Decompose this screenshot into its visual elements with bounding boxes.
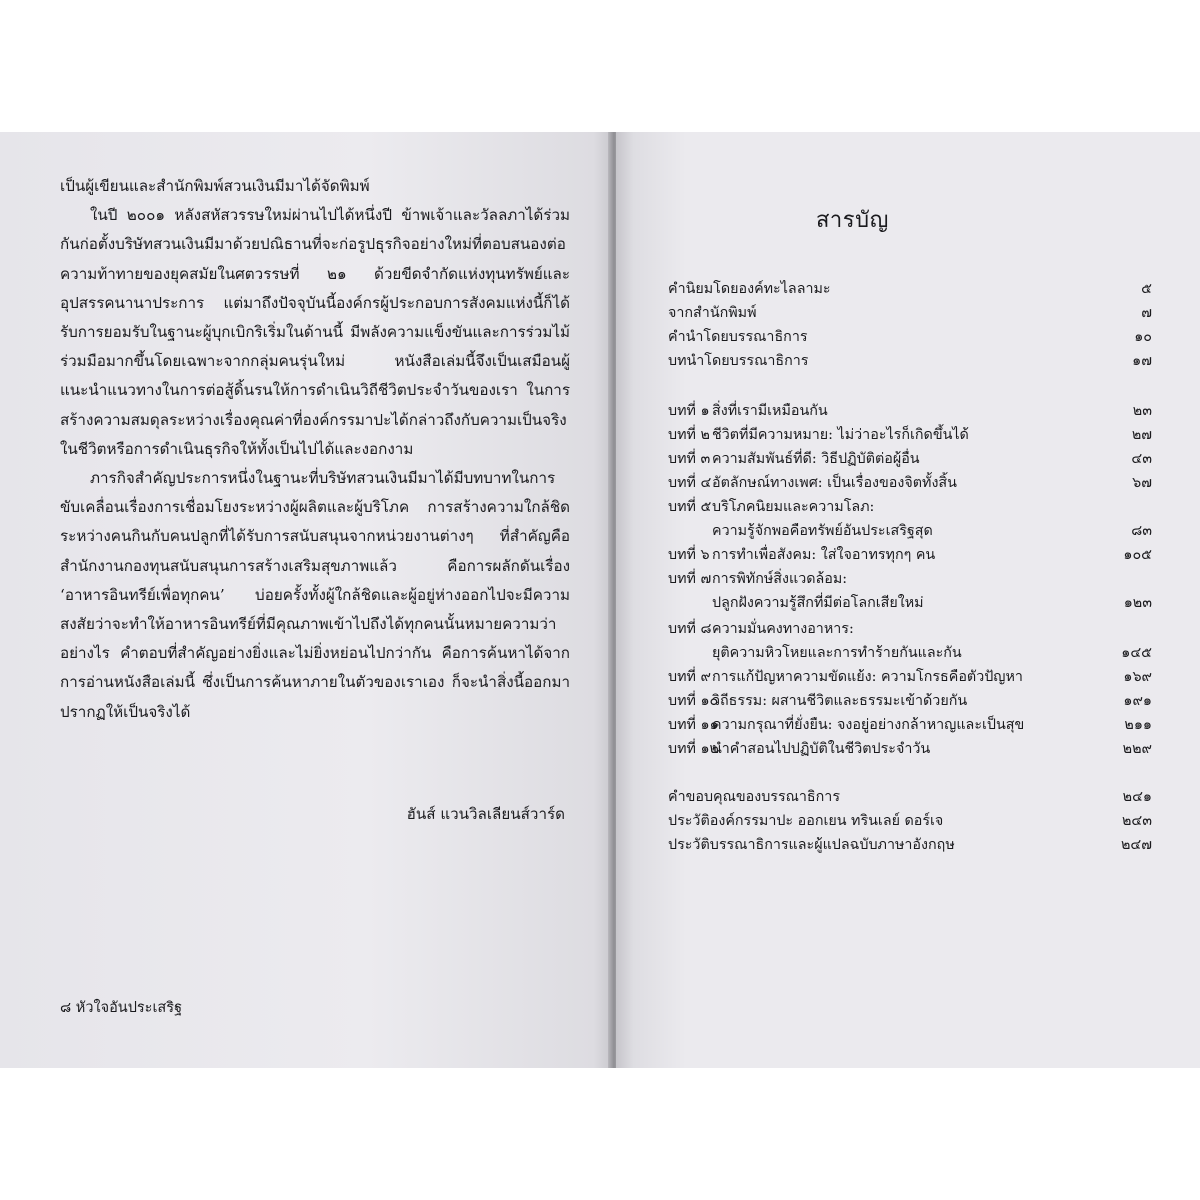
toc-entry-title: คำขอบคุณของบรรณาธิการ [668,789,841,805]
toc-entry-title: จากสำนักพิมพ์ [668,305,757,321]
toc-chapter-label: บทที่ ๒ [668,427,710,443]
toc-entry-title: ความรู้จักพอคือทรัพย์อันประเสริฐสุด [712,523,933,539]
toc-page-number: ๒๓ [1132,403,1152,419]
toc-chapter-label: บทที่ ๖ [668,547,710,563]
left-page [0,132,612,1068]
toc-page-number: ๑๒๓ [1123,595,1152,611]
toc-entry-title: คำนำโดยบรรณาธิการ [668,329,808,345]
toc-chapter-label: บทที่ ๗ [668,571,712,587]
toc-chapter-label: บทที่ ๓ [668,451,711,467]
toc-entry-title: ความมั่นคงทางอาหาร: [712,621,854,637]
toc-page-number: ๑๐ [1134,329,1152,345]
toc-page-number: ๒๔๑ [1122,789,1152,805]
toc-chapter-label: บทที่ ๕ [668,499,712,515]
toc-page-number: ๑๐๕ [1123,547,1152,563]
toc-entry [668,618,1152,640]
toc-chapter-label: บทที่ ๑๑ [668,717,719,733]
toc-entry [668,666,1152,688]
toc-entry [668,714,1152,736]
toc-entry-title: ชีวิตที่มีความหมาย: ไม่ว่าอะไรก็เกิดขึ้นได้ [712,427,969,443]
toc-entry [668,544,1152,566]
paragraph: ในปี ๒๐๐๑ หลังสหัสวรรษใหม่ผ่านไปได้หนึ่งปี ข้าพเจ้าและวัลลภาได้ร่วมกันก่อตั้งบริษัทสวนเงินมีมาด้วยปณิธานที่จะก่อรูปธุรกิจอย่างใหม่ที่ตอบสนองต่อความท้าทายของยุคสมัยในศตวรรษที่ ๒๑ ด้วยขีดจำกัดแห่งทุนทรัพย์และอุปสรรคนานาประการ แต่มาถึงปัจจุบันนี้องค์กรผู้ประกอบการสังคมแห่งนี้ก็ได้รับการยอมรับในฐานะผู้บุกเบิกริเริ่มในด้านนี้ มีพลังความแข็งขันและการร่วมไม้ร่วมมือมากขึ้นโดยเฉพาะจากกลุ่มคนรุ่นใหม่ หนังสือเล่มนี้จึงเป็นเสมือนผู้แนะนำแนวทางในการต่อสู้ดิ้นรนให้การดำเนินวิถีชีวิตประจำวันของเรา ในการสร้างความสมดุลระหว่างเรื่องคุณค่าที่องค์กรรมาปะได้กล่าวถึงกับความเป็นจริงในชีวิตหรือการดำเนินธุรกิจให้ทั้งเป็นไปได้และงอกงาม [60,206,570,458]
toc-entry [668,424,1152,446]
toc-entry-title: อัตลักษณ์ทางเพศ: เป็นเรื่องของจิตทั้งสิ้น [712,475,957,491]
toc-page-number: ๑๗ [1132,353,1152,369]
toc-page-number: ๑๔๕ [1121,645,1152,661]
toc-entry [668,520,1152,542]
toc-entry [668,278,1152,300]
paragraph: เป็นผู้เขียนและสำนักพิมพ์สวนเงินมีมาได้จัดพิมพ์ [60,177,370,195]
body-text [60,172,570,727]
signature: ฮันส์ แวนวิลเลียนส์วาร์ด [406,805,565,823]
toc-entry [668,786,1152,808]
toc-entry-title: นำคำสอนไปปฏิบัติในชีวิตประจำวัน [712,741,931,757]
paragraph: ภารกิจสำคัญประการหนึ่งในฐานะที่บริษัทสวนเงินมีมาได้มีบทบาทในการขับเคลื่อนเรื่องการเชื่อมโยงระหว่างผู้ผลิตและผู้บริโภค การสร้างความใกล้ชิดระหว่างคนกินกับคนปลูกที่ได้รับการสนับสนุนจากหน่วยงานต่างๆ ที่สำคัญคือสำนักงานกองทุนสนับสนุนการสร้างเสริมสุขภาพแล้ว คือการผลักดันเรื่อง ‘อาหารอินทรีย์เพื่อทุกคน’ บ่อยครั้งทั้งผู้ใกล้ชิดและผู้อยู่ห่างออกไปจะมีความสงสัยว่าจะทำให้อาหารอินทรีย์ที่มีคุณภาพเข้าไปถึงได้ทุกคนนั้นหมายความว่าอย่างไร คำตอบที่สำคัญอย่างยิ่งและไม่ยิ่งหย่อนไปกว่ากัน คือการค้นหาได้จากการอ่านหนังสือเล่มนี้ ซึ่งเป็นการค้นหาภายในตัวของเราเอง ก็จะนำสิ่งนี้ออกมาปรากฏให้เป็นจริงได้ [60,469,570,721]
toc-entry [668,496,1152,518]
toc-entry [668,472,1152,494]
toc-chapter-label: บทที่ ๔ [668,475,712,491]
toc-page-number: ๒๔๗ [1121,837,1152,853]
right-page [616,132,1200,1068]
toc-entry [668,690,1152,712]
toc-entry-title: ประวัติบรรณาธิการและผู้แปลฉบับภาษาอังกฤษ [668,837,955,853]
toc-chapter-label: บทที่ ๘ [668,621,712,637]
toc-entry [668,326,1152,348]
toc-entry-title: บริโภคนิยมและความโลภ: [712,499,875,515]
toc-page-number: ๔๓ [1131,451,1152,467]
toc-entry-title: ความสัมพันธ์ที่ดี: วิธีปฏิบัติต่อผู้อื่น [712,451,920,467]
book-spread [0,132,1200,1068]
toc-entry-title: การพิทักษ์สิ่งแวดล้อม: [712,571,848,587]
toc-entry-title: ยุติความหิวโหยและการทำร้ายกันและกัน [712,645,962,661]
toc-entry-title: บทนำโดยบรรณาธิการ [668,353,809,369]
toc-entry [668,834,1152,856]
toc-entry [668,400,1152,422]
toc-page-number: ๖๗ [1132,475,1152,491]
toc-entry [668,738,1152,760]
toc-page-number: ๒๒๙ [1122,741,1152,757]
toc-entry-title: ความกรุณาที่ยั่งยืน: จงอยู่อย่างกล้าหาญและเป็นสุข [712,717,1025,733]
toc-page-number: ๒๑๑ [1124,717,1152,733]
toc-entry [668,568,1152,590]
toc-entry-title: ประวัติองค์กรรมาปะ ออกเยน ทรินเลย์ ดอร์เจ [668,813,944,829]
toc-entry-title: สิ่งที่เรามีเหมือนกัน [712,403,828,419]
toc-page-number: ๒๗ [1131,427,1152,443]
toc-entry-title: การแก้ปัญหาความขัดแย้ง: ความโกรธคือตัวปัญหา [712,669,1023,685]
toc-chapter-label: บทที่ ๑๒ [668,741,719,757]
toc-entry-title: คำนิยมโดยองค์ทะไลลามะ [668,281,831,297]
toc-title: สารบัญ [816,208,889,233]
page-footer: ๘ หัวใจอันประเสริฐ [60,1000,183,1016]
toc-entry-title: ปลูกฝังความรู้สึกที่มีต่อโลกเสียใหม่ [712,595,924,611]
toc-page-number: ๑๙๑ [1123,693,1152,709]
toc-entry [668,810,1152,832]
toc-entry [668,642,1152,664]
toc-page-number: ๕ [1141,281,1152,297]
toc-page-number: ๑๖๙ [1123,669,1152,685]
toc-chapter-label: บทที่ ๙ [668,669,711,685]
toc-entry [668,302,1152,324]
toc-page-number: ๗ [1141,305,1152,321]
toc-entry [668,448,1152,470]
toc-entry [668,350,1152,372]
toc-chapter-label: บทที่ ๑๐ [668,693,719,709]
toc-entry-title: การทำเพื่อสังคม: ใส่ใจอาทรทุกๆ คน [712,547,936,563]
toc-chapter-label: บทที่ ๑ [668,403,710,419]
toc-entry [668,592,1152,614]
toc-page-number: ๘๓ [1131,523,1152,539]
toc-page-number: ๒๔๓ [1121,813,1152,829]
toc-entry-title: วิถีธรรม: ผสานชีวิตและธรรมะเข้าด้วยกัน [712,693,968,709]
